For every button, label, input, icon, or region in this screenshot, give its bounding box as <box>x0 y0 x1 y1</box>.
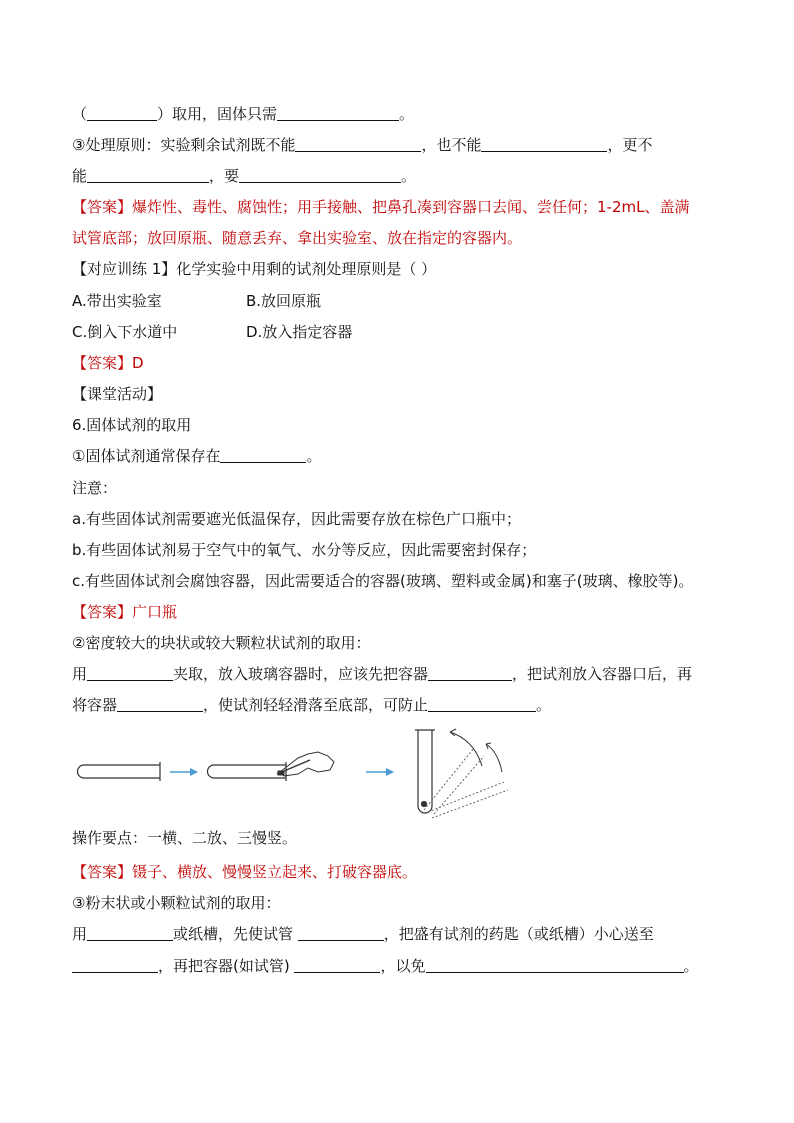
arrow-right-icon <box>366 768 394 776</box>
subsection-title: ③粉末状或小颗粒试剂的取用： <box>72 894 281 912</box>
subsection-title: ②密度较大的块状或较大颗粒状试剂的取用： <box>72 634 371 652</box>
answer-blank[interactable] <box>298 925 384 941</box>
option-d[interactable]: D.放入指定容器 <box>246 323 353 341</box>
answer-blank[interactable] <box>87 665 173 681</box>
note-item: b.有些固体试剂易于空气中的氧气、水分等反应，因此需要密封保存； <box>72 541 537 559</box>
answer-blank[interactable] <box>481 136 607 152</box>
section-heading: 【课堂活动】 <box>72 385 163 403</box>
fill-line-storage: ①固体试剂通常保存在 。 <box>72 447 322 465</box>
answer-blank[interactable] <box>87 925 173 941</box>
answer-tag: 【答案】 <box>72 354 133 372</box>
option-a[interactable]: A.带出实验室 <box>72 292 162 310</box>
answer-blank[interactable] <box>87 105 157 121</box>
answer-blank[interactable] <box>220 447 306 463</box>
answer-blank[interactable] <box>87 167 209 183</box>
fill-line-principle: ③处理原则：实验剩余试剂既不能 ，也不能 ，更不 <box>72 136 653 154</box>
section-title: 6.固体试剂的取用 <box>72 416 192 434</box>
note-title: 注意： <box>72 479 118 497</box>
tilting-tube-ghost <box>424 748 508 818</box>
fill-line-tongs-cont: 将容器 ，使试剂轻轻滑落至底部，可防止 。 <box>72 696 552 714</box>
answer-blank[interactable] <box>277 105 399 121</box>
note-item: c.有些固体试剂会腐蚀容器，因此需要适合的容器(玻璃、塑料或金属)和塞子(玻璃、橡胶等)。 <box>72 572 694 590</box>
horizontal-test-tube <box>78 762 161 781</box>
fill-line-principle-cont: 能 ，要 。 <box>72 167 417 185</box>
tube-with-tongs <box>208 762 286 781</box>
answer-blank[interactable] <box>294 957 380 973</box>
answer-blank[interactable] <box>72 957 158 973</box>
answer-line: 试管底部；放回原瓶、随意丢弃、拿出实验室、放在指定的容器内。 <box>72 229 523 247</box>
answer-blank[interactable] <box>239 167 401 183</box>
answer-line: 【答案】爆炸性、毒性、腐蚀性；用手接触、把鼻孔凑到容器口去闻、尝任何；1-2mL、盖满 <box>72 198 690 216</box>
arrow-right-icon <box>170 768 198 776</box>
fill-line-powder-cont: ，再把容器(如试管) ，以免 。 <box>72 956 699 976</box>
answer-blank[interactable] <box>428 665 512 681</box>
answer-blank[interactable] <box>117 696 203 712</box>
fill-line-tongs: 用 夹取，放入玻璃容器时，应该先把容器 ，把试剂放入容器口后，再 <box>72 665 693 683</box>
practice-question: 【对应训练 1】化学实验中用剩的试剂处理原则是（ ） <box>72 260 437 278</box>
answer-tag: 【答案】 <box>72 603 133 621</box>
operation-key-points: 操作要点：一横、二放、三慢竖。 <box>72 829 298 847</box>
answer-blank[interactable] <box>426 957 684 973</box>
note-item: a.有些固体试剂需要遮光低温保存，因此需要存放在棕色广口瓶中； <box>72 510 521 528</box>
test-tube-operation-diagram <box>72 722 522 822</box>
fill-line-powder: 用 或纸槽，先使试管 ，把盛有试剂的药匙（或纸槽）小心送至 <box>72 925 654 943</box>
answer-blank[interactable] <box>295 136 421 152</box>
fill-line-take: （ ）取用，固体只需 。 <box>72 105 415 123</box>
answer-tag: 【答案】 <box>72 863 133 881</box>
answer-tag: 【答案】 <box>72 198 133 216</box>
answer-line: 【答案】广口瓶 <box>72 603 178 621</box>
answer-line: 【答案】D <box>72 354 144 372</box>
option-b[interactable]: B.放回原瓶 <box>246 292 322 310</box>
answer-line: 【答案】镊子、横放、慢慢竖立起来、打破容器底。 <box>72 863 418 881</box>
answer-blank[interactable] <box>428 696 536 712</box>
option-c[interactable]: C.倒入下水道中 <box>72 323 178 341</box>
